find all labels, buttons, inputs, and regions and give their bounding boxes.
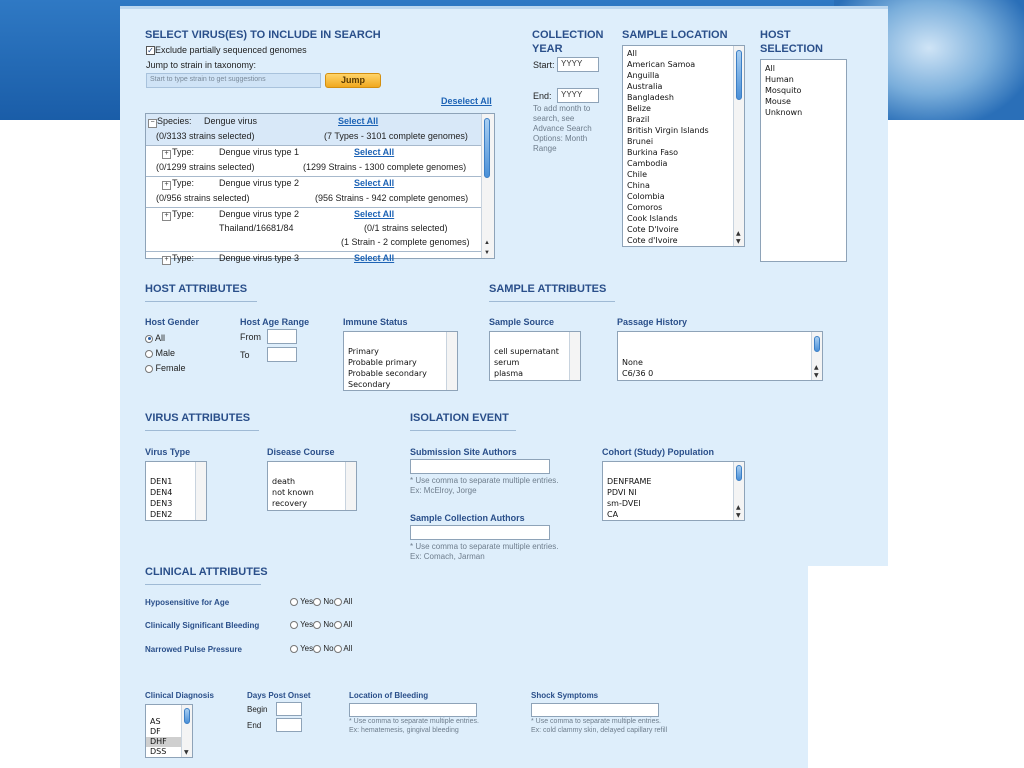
location-option[interactable]: Comoros	[627, 203, 663, 212]
section-underline	[489, 301, 615, 302]
diagnosis-option-selected[interactable]: DHF	[146, 737, 192, 747]
disease-course-label: Disease Course	[267, 447, 335, 457]
type-summary: (1299 Strains - 1300 complete genomes)	[303, 162, 467, 172]
option-yes: Yes	[300, 620, 314, 629]
gender-option-male[interactable]	[145, 346, 186, 361]
cohort-option[interactable]: sm-DVEI	[607, 499, 641, 508]
type-select-all[interactable]: Select All	[354, 209, 395, 219]
species-label: Species:	[157, 116, 192, 126]
radio-icon[interactable]	[290, 621, 298, 629]
location-option[interactable]: All	[627, 49, 637, 58]
gender-option-label: Male	[155, 348, 176, 358]
panel-edge	[120, 6, 888, 9]
cohort-list[interactable]	[602, 461, 745, 521]
type-select-all[interactable]: Select All	[354, 147, 395, 157]
tree-scrollbar[interactable]	[481, 114, 494, 258]
host-gender-label: Host Gender	[145, 317, 200, 327]
sample-source-label: Sample Source	[489, 317, 555, 327]
radio-icon[interactable]	[334, 645, 342, 653]
diagnosis-option[interactable]: AS	[150, 717, 161, 726]
host-age-label: Host Age Range	[240, 317, 310, 327]
collection-authors-label: Sample Collection Authors	[410, 513, 525, 523]
sample-location-title: SAMPLE LOCATION	[622, 29, 728, 41]
passage-scrollbar[interactable]	[811, 332, 822, 380]
location-option[interactable]: China	[627, 181, 650, 190]
option-no: No	[323, 597, 334, 606]
type-label: Type:	[172, 253, 195, 263]
expand-icon[interactable]: +	[162, 212, 171, 221]
shock-symptoms-hint	[531, 717, 667, 735]
scroll-thumb[interactable]	[736, 50, 742, 100]
gender-option-label: All	[155, 333, 166, 343]
diagnosis-scrollbar[interactable]	[181, 705, 192, 757]
type-summary: (1 Strain - 2 complete genomes)	[341, 237, 470, 247]
immune-scrollbar[interactable]	[446, 332, 457, 390]
gender-option-all[interactable]	[145, 331, 186, 346]
clinical-diagnosis-label: Clinical Diagnosis	[145, 691, 214, 700]
age-to-input[interactable]	[267, 347, 297, 362]
exclude-partial-label: Exclude partially sequenced genomes	[155, 45, 307, 55]
exclude-partial-row[interactable]	[146, 45, 307, 55]
collection-year-title: COLLECTION	[532, 29, 604, 41]
shock-symptoms-input[interactable]	[531, 703, 659, 717]
expand-icon[interactable]: +	[162, 181, 171, 190]
right-margin	[888, 120, 1024, 568]
pulse-pressure-options	[290, 644, 352, 653]
type-name: Dengue virus type 2	[219, 178, 300, 188]
days-post-onset-label: Days Post Onset	[247, 691, 311, 700]
virus-select-title: SELECT VIRUS(ES) TO INCLUDE IN SEARCH	[145, 29, 381, 41]
host-option[interactable]: Mosquito	[765, 86, 802, 95]
scroll-thumb[interactable]	[736, 465, 742, 481]
hint-line: Ex: McElroy, Jorge	[410, 486, 477, 495]
location-option[interactable]: Australia	[627, 82, 663, 91]
option-no: No	[323, 620, 334, 629]
tree-type-row[interactable]	[146, 208, 482, 251]
scroll-down-icon[interactable]: ▼	[484, 250, 490, 256]
cohort-option[interactable]: PDVI NI	[607, 488, 637, 497]
virus-type-label: Virus Type	[145, 447, 191, 457]
location-option[interactable]: Cambodia	[627, 159, 668, 168]
note-line: Range	[533, 144, 557, 153]
jump-button[interactable]: Jump	[325, 73, 381, 88]
isolation-event-title: ISOLATION EVENT	[410, 412, 509, 424]
shock-symptoms-label: Shock Symptoms	[531, 691, 599, 700]
radio-icon[interactable]	[145, 365, 153, 373]
hint-line: Ex: hematemesis, gingival bleeding	[349, 727, 459, 734]
bleeding-location-input[interactable]	[349, 703, 477, 717]
course-option[interactable]: death	[272, 477, 296, 486]
location-option[interactable]: Cote d'Ivoire	[627, 236, 678, 245]
type-label: Type:	[172, 209, 195, 219]
section-underline	[145, 430, 259, 431]
immune-option[interactable]: Primary	[348, 347, 379, 356]
source-option[interactable]: cell supernatant	[494, 347, 559, 356]
host-selection-title-2: SELECTION	[760, 43, 823, 55]
radio-icon[interactable]	[313, 645, 321, 653]
sample-attributes-title: SAMPLE ATTRIBUTES	[489, 283, 607, 295]
end-year-input[interactable]: YYYY	[557, 88, 599, 103]
species-select-all[interactable]: Select All	[338, 116, 379, 126]
option-all: All	[343, 597, 353, 606]
type-strain-name: Thailand/16681/84	[219, 223, 294, 233]
option-all: All	[343, 620, 353, 629]
start-year-label: Start:	[533, 60, 555, 70]
bleeding-significant-label: Clinically Significant Bleeding	[145, 621, 260, 630]
location-option[interactable]: American Samoa	[627, 60, 696, 69]
location-option[interactable]: Colombia	[627, 192, 665, 201]
radio-icon[interactable]	[334, 598, 342, 606]
bleeding-location-label: Location of Bleeding	[349, 691, 429, 700]
note-line: Options: Month	[533, 134, 588, 143]
expand-icon[interactable]: +	[162, 150, 171, 159]
immune-status-list[interactable]	[343, 331, 458, 391]
location-option[interactable]: Cote D'Ivoire	[627, 225, 679, 234]
immune-option[interactable]: Secondary	[348, 380, 391, 389]
type-select-all[interactable]: Select All	[354, 253, 395, 263]
clinical-diagnosis-list[interactable]	[145, 704, 193, 758]
scroll-thumb[interactable]	[484, 118, 490, 178]
type-count: (0/1299 strains selected)	[156, 162, 255, 172]
disease-course-list[interactable]	[267, 461, 357, 511]
section-underline	[410, 430, 516, 431]
note-line: Advance Search	[533, 124, 592, 133]
location-option[interactable]: Brazil	[627, 115, 650, 124]
sample-source-list[interactable]	[489, 331, 581, 381]
virus-type-option[interactable]: DEN4	[150, 488, 173, 497]
cohort-option[interactable]: DENFRAME	[607, 477, 652, 486]
age-to-label: To	[240, 350, 250, 360]
radio-icon[interactable]	[313, 598, 321, 606]
cohort-option[interactable]: CA	[607, 510, 619, 519]
days-end-label: End	[247, 721, 262, 730]
scroll-up-icon[interactable]: ▲	[484, 240, 490, 246]
note-line: To add month to	[533, 104, 591, 113]
location-option[interactable]: Anguilla	[627, 71, 660, 80]
host-selection-title: HOST	[760, 29, 791, 41]
virus-type-scrollbar[interactable]	[195, 462, 206, 520]
scroll-up-icon[interactable]: ▲	[736, 504, 741, 511]
virus-type-option[interactable]: DEN1	[150, 477, 173, 486]
scroll-down-icon[interactable]: ▼	[736, 238, 741, 245]
hyposensitive-label: Hyposensitive for Age	[145, 598, 230, 607]
days-begin-input[interactable]	[276, 702, 302, 716]
tree-type-row[interactable]	[146, 146, 482, 176]
immune-option[interactable]: Probable primary	[348, 358, 417, 367]
location-option[interactable]: Burkina Faso	[627, 148, 679, 157]
section-underline	[145, 584, 261, 585]
diagnosis-option[interactable]: DSS	[150, 747, 167, 756]
gender-option-female[interactable]	[145, 361, 186, 376]
scroll-down-icon[interactable]: ▼	[814, 372, 819, 379]
host-option[interactable]: Unknown	[765, 108, 803, 117]
location-option[interactable]: Belize	[627, 104, 651, 113]
scroll-up-icon[interactable]: ▲	[736, 230, 741, 237]
type-label: Type:	[172, 147, 195, 157]
scroll-thumb[interactable]	[814, 336, 820, 352]
days-end-input[interactable]	[276, 718, 302, 732]
exclude-partial-checkbox[interactable]: ✓	[147, 46, 154, 56]
collection-authors-input[interactable]	[410, 525, 550, 540]
gender-option-label: Female	[155, 363, 186, 373]
location-scrollbar[interactable]	[733, 46, 744, 246]
host-selection-list[interactable]	[760, 59, 847, 262]
radio-icon[interactable]	[145, 335, 153, 343]
passage-history-label: Passage History	[617, 317, 688, 327]
sample-location-list[interactable]	[622, 45, 745, 247]
submission-authors-input[interactable]	[410, 459, 550, 474]
type-count: (0/956 strains selected)	[156, 193, 250, 203]
diagnosis-option[interactable]: DF	[150, 727, 161, 736]
virus-attributes-title: VIRUS ATTRIBUTES	[145, 412, 251, 424]
expand-icon[interactable]: +	[162, 256, 171, 265]
virus-type-list[interactable]	[145, 461, 207, 521]
submission-authors-label: Submission Site Authors	[410, 447, 517, 457]
type-name: Dengue virus type 3	[219, 253, 300, 263]
radio-icon[interactable]	[313, 621, 321, 629]
host-option[interactable]: Mouse	[765, 97, 791, 106]
jump-label: Jump to strain in taxonomy:	[146, 60, 257, 70]
section-underline	[145, 301, 257, 302]
immune-status-label: Immune Status	[343, 317, 408, 327]
hint-line: * Use comma to separate multiple entries.	[349, 718, 479, 725]
species-summary: (7 Types - 3101 complete genomes)	[324, 131, 468, 141]
type-name: Dengue virus type 1	[219, 147, 300, 157]
submission-authors-hint	[410, 476, 559, 496]
course-scrollbar[interactable]	[345, 462, 356, 510]
host-option[interactable]: Human	[765, 75, 794, 84]
location-option[interactable]: British Virgin Islands	[627, 126, 709, 135]
collapse-icon[interactable]: −	[148, 119, 157, 128]
bleeding-location-hint	[349, 717, 479, 735]
passage-history-list[interactable]	[617, 331, 823, 381]
source-option[interactable]: serum	[494, 358, 520, 367]
scroll-up-icon[interactable]: ▲	[814, 364, 819, 371]
species-count: (0/3133 strains selected)	[156, 131, 255, 141]
virus-type-option[interactable]: DEN2	[150, 510, 173, 519]
passage-option[interactable]: C6/36 0	[622, 369, 654, 378]
strain-search-input[interactable]: Start to type strain to get suggestions	[146, 73, 321, 88]
option-no: No	[323, 644, 334, 653]
radio-icon[interactable]	[290, 598, 298, 606]
deselect-all-link[interactable]: Deselect All	[441, 96, 492, 106]
cohort-scrollbar[interactable]	[733, 462, 744, 520]
source-option[interactable]: plasma	[494, 369, 524, 378]
type-name: Dengue virus type 2	[219, 209, 300, 219]
location-option[interactable]: Bangladesh	[627, 93, 674, 102]
clinical-attributes-title: CLINICAL ATTRIBUTES	[145, 566, 268, 578]
start-year-input[interactable]: YYYY	[557, 57, 599, 72]
location-option[interactable]: Chile	[627, 170, 648, 179]
location-option[interactable]: Brunei	[627, 137, 654, 146]
course-option[interactable]: recovery	[272, 499, 308, 508]
scroll-thumb[interactable]	[184, 708, 190, 724]
source-scrollbar[interactable]	[569, 332, 580, 380]
passage-option[interactable]: None	[622, 358, 643, 367]
collection-authors-hint	[410, 542, 559, 562]
age-from-label: From	[240, 332, 261, 342]
hint-line: * Use comma to separate multiple entries.	[531, 718, 661, 725]
host-gender-group	[145, 331, 186, 376]
radio-icon[interactable]	[145, 350, 153, 358]
days-begin-label: Begin	[247, 705, 268, 714]
bleeding-significant-options	[290, 620, 352, 629]
host-attributes-title: HOST ATTRIBUTES	[145, 283, 248, 295]
location-option[interactable]: Cook Islands	[627, 214, 678, 223]
age-from-input[interactable]	[267, 329, 297, 344]
option-all: All	[343, 644, 353, 653]
end-year-label: End:	[533, 91, 552, 101]
option-yes: Yes	[300, 644, 314, 653]
virus-type-option[interactable]: DEN3	[150, 499, 173, 508]
immune-option[interactable]: Probable secondary	[348, 369, 427, 378]
tree-type-row[interactable]	[146, 177, 482, 207]
collection-year-title-2: YEAR	[532, 43, 563, 55]
pulse-pressure-label: Narrowed Pulse Pressure	[145, 645, 242, 654]
scroll-down-icon[interactable]: ▼	[184, 749, 189, 756]
virus-taxonomy-tree	[145, 113, 495, 263]
type-count: (0/1 strains selected)	[364, 223, 448, 233]
tree-species-row[interactable]	[146, 114, 482, 145]
type-summary: (956 Strains - 942 complete genomes)	[315, 193, 469, 203]
type-label: Type:	[172, 178, 195, 188]
species-name: Dengue virus	[204, 116, 258, 126]
hint-line: Ex: Comach, Jarman	[410, 552, 485, 561]
month-range-note	[533, 104, 592, 154]
note-line: search, see	[533, 114, 575, 123]
hyposensitive-options	[290, 597, 352, 606]
radio-icon[interactable]	[334, 621, 342, 629]
search-panel-lower	[120, 566, 808, 768]
scroll-down-icon[interactable]: ▼	[736, 512, 741, 519]
hint-line: * Use comma to separate multiple entries.	[410, 542, 559, 551]
tree-type-row[interactable]	[146, 252, 482, 264]
radio-icon[interactable]	[290, 645, 298, 653]
host-option[interactable]: All	[765, 64, 775, 73]
hint-line: * Use comma to separate multiple entries.	[410, 476, 559, 485]
course-option[interactable]: not known	[272, 488, 314, 497]
option-yes: Yes	[300, 597, 314, 606]
type-select-all[interactable]: Select All	[354, 178, 395, 188]
cohort-label: Cohort (Study) Population	[602, 447, 714, 457]
hint-line: Ex: cold clammy skin, delayed capillary refill	[531, 727, 668, 734]
